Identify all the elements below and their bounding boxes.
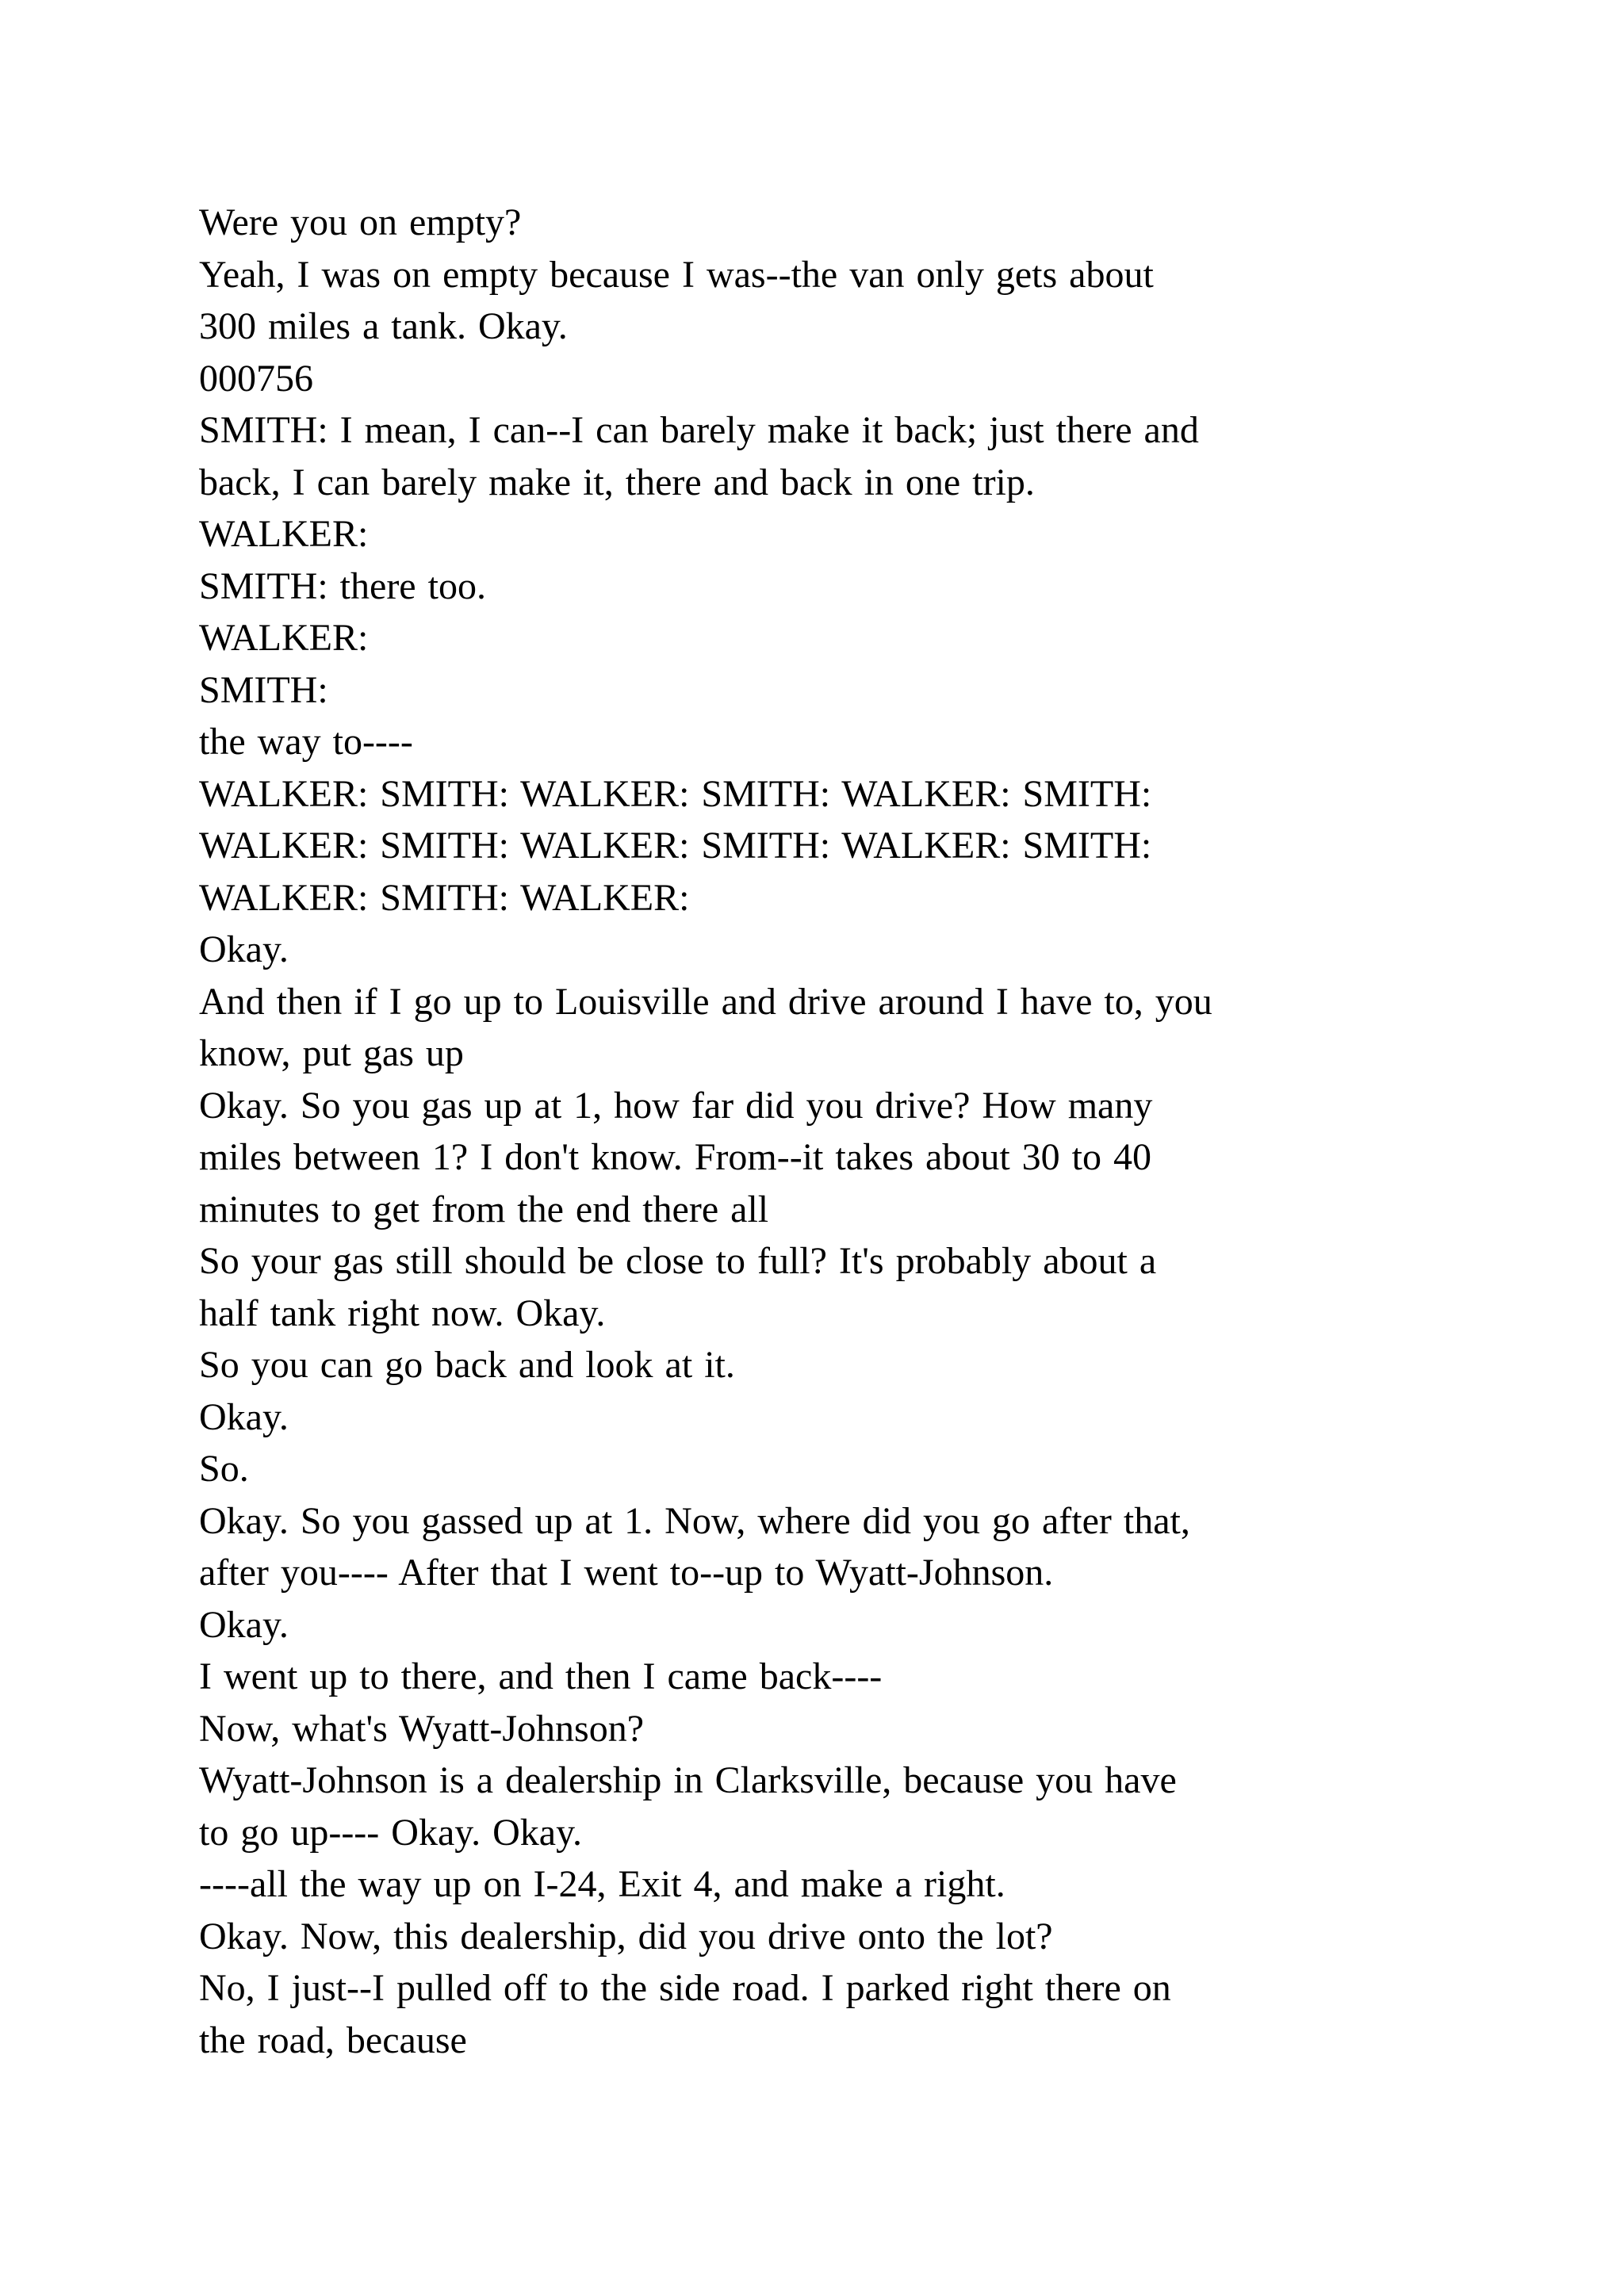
text-line: I went up to there, and then I came back---- bbox=[199, 1655, 883, 1697]
text-line: to go up---- Okay. Okay. bbox=[199, 1811, 582, 1854]
text-line: the road, because bbox=[199, 2019, 467, 2061]
text-line: ----all the way up on I-24, Exit 4, and make a right. bbox=[199, 1863, 1005, 1905]
speaker-line: SMITH: there too. bbox=[199, 564, 486, 607]
text-line: minutes to get from the end there all bbox=[199, 1188, 769, 1230]
text-line: So. bbox=[199, 1448, 249, 1490]
text-line: Okay. So you gassed up at 1. Now, where did you go after that, bbox=[199, 1499, 1190, 1542]
text-line: miles between 1? I don't know. From--it takes about 30 to 40 bbox=[199, 1136, 1151, 1178]
speaker-line: WALKER: SMITH: WALKER: SMITH: WALKER: SMITH: bbox=[199, 772, 1152, 815]
text-line: And then if I go up to Louisville and drive around I have to, you bbox=[199, 980, 1212, 1023]
text-line: Wyatt-Johnson is a dealership in Clarksville, because you have bbox=[199, 1759, 1177, 1801]
speaker-line: SMITH: bbox=[199, 668, 328, 711]
text-line: Okay. bbox=[199, 1603, 289, 1646]
text-line: 300 miles a tank. Okay. bbox=[199, 305, 568, 347]
text-line: Okay. So you gas up at 1, how far did you drive? How many bbox=[199, 1084, 1153, 1127]
text-line: Okay. bbox=[199, 928, 289, 970]
text-line: back, I can barely make it, there and back in one trip. bbox=[199, 461, 1035, 503]
speaker-line: WALKER: bbox=[199, 617, 369, 659]
text-line: Were you on empty? bbox=[199, 201, 522, 243]
text-line: the way to---- bbox=[199, 721, 413, 763]
transcript-text bbox=[199, 197, 1452, 2066]
text-line: So you can go back and look at it. bbox=[199, 1344, 735, 1386]
text-line: Okay. Now, this dealership, did you drive onto the lot? bbox=[199, 1915, 1053, 1957]
text-line: half tank right now. Okay. bbox=[199, 1292, 606, 1334]
text-line: So your gas still should be close to full? It's probably about a bbox=[199, 1240, 1157, 1282]
text-line: after you---- After that I went to--up to Wyatt-Johnson. bbox=[199, 1552, 1054, 1594]
speaker-line: WALKER: bbox=[199, 513, 369, 555]
text-line: SMITH: I mean, I can--I can barely make it back; just there and bbox=[199, 409, 1199, 451]
text-line: Yeah, I was on empty because I was--the van only gets about bbox=[199, 253, 1154, 296]
speaker-line: WALKER: SMITH: WALKER: bbox=[199, 876, 690, 919]
text-line: Now, what's Wyatt-Johnson? bbox=[199, 1707, 645, 1750]
text-line: Okay. bbox=[199, 1395, 289, 1438]
text-line: No, I just--I pulled off to the side road. I parked right there on bbox=[199, 1967, 1171, 2009]
text-line: know, put gas up bbox=[199, 1032, 464, 1074]
speaker-line: WALKER: SMITH: WALKER: SMITH: WALKER: SMITH: bbox=[199, 825, 1152, 867]
page-number-line: 000756 bbox=[199, 357, 313, 400]
